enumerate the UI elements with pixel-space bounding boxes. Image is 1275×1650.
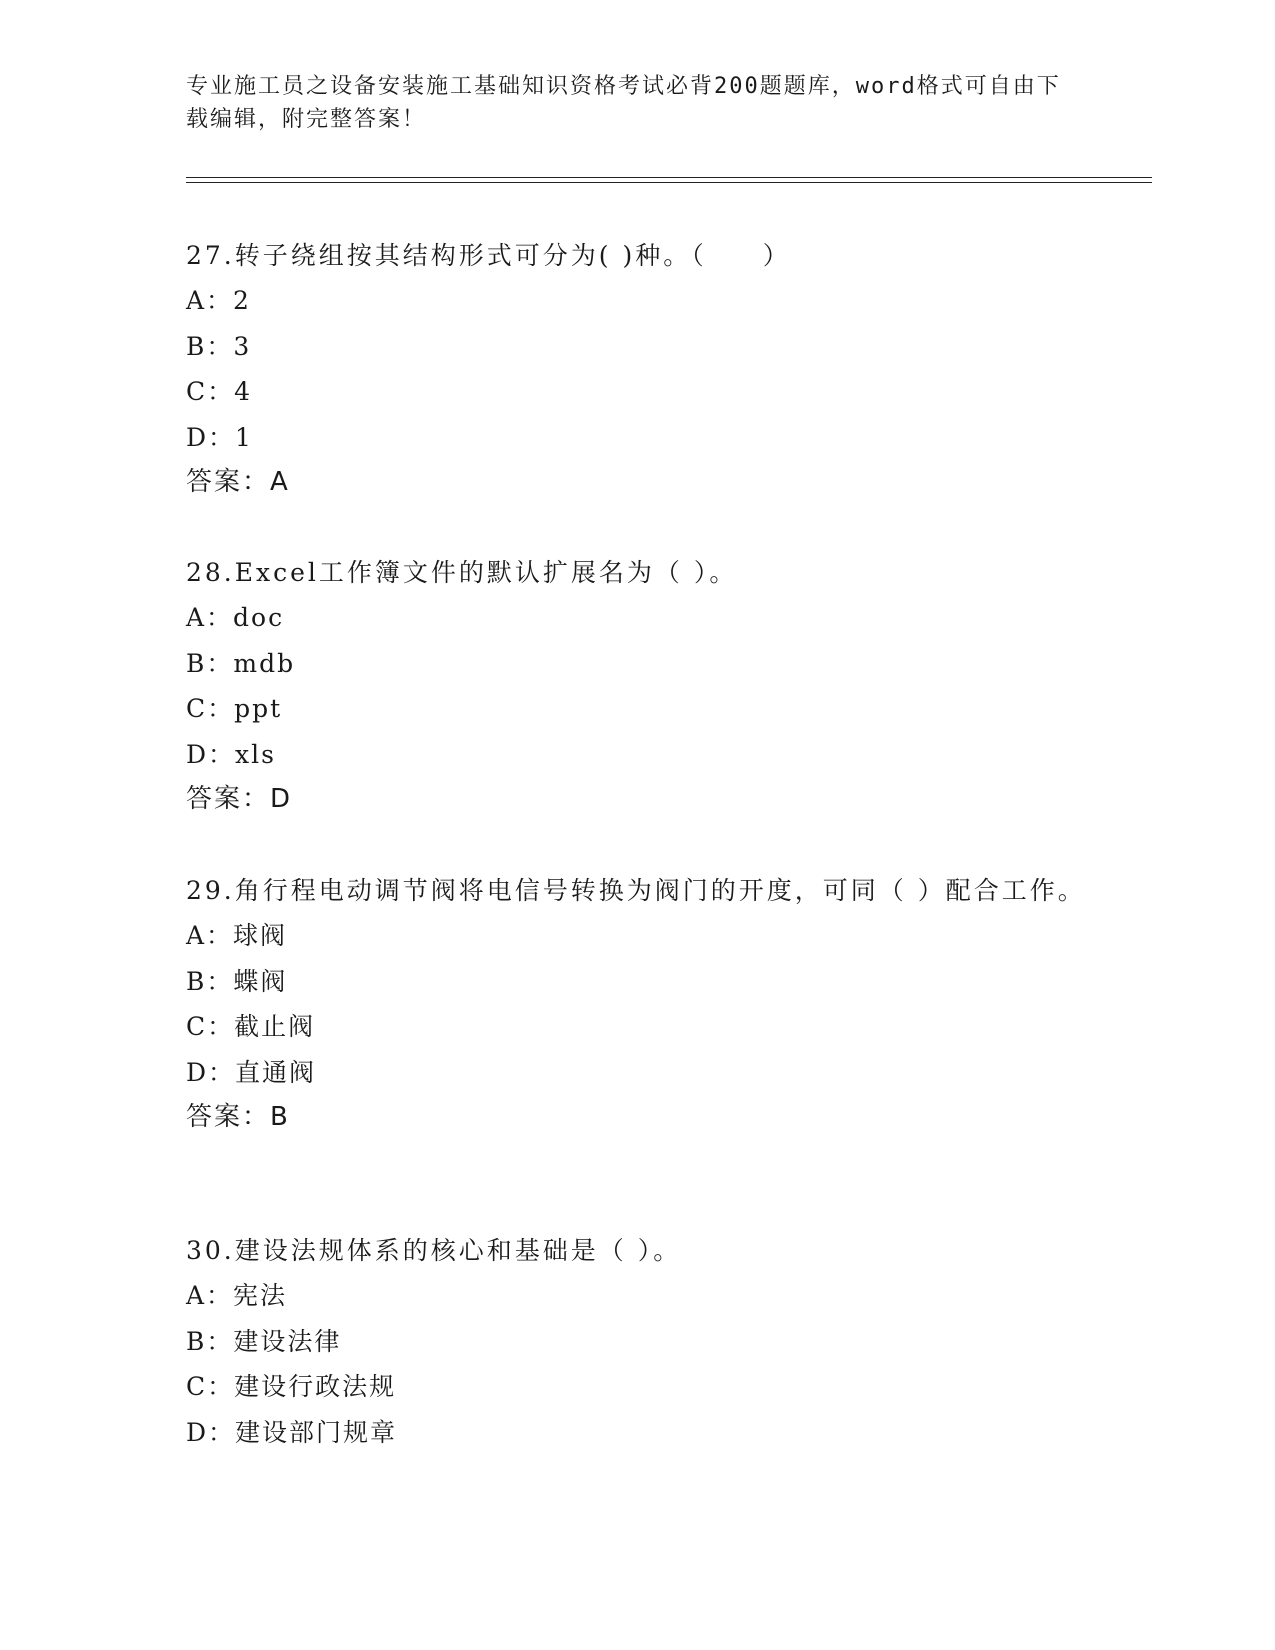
question-29 (186, 868, 1086, 1140)
answer-text: 答案：B (186, 1102, 290, 1132)
option-c: C：4 (186, 377, 253, 406)
answer-text: 答案：D (186, 784, 293, 814)
question-stem: 28.Excel工作簿文件的默认扩展名为（ ）。 (186, 558, 738, 587)
question-stem: 30.建设法规体系的核心和基础是（ ）。 (186, 1236, 682, 1265)
option-d: D：直通阀 (186, 1057, 317, 1087)
option-c: C：建设行政法规 (186, 1372, 397, 1401)
question-27 (186, 233, 1086, 505)
option-b: B：蝶阀 (186, 966, 288, 996)
option-b: B：建设法律 (186, 1326, 342, 1356)
question-stem: 27.转子绕组按其结构形式可分为( )种。（ ） (186, 241, 791, 270)
question-stem: 29.角行程电动调节阀将电信号转换为阀门的开度，可同（ ）配合工作。 (186, 876, 1086, 905)
option-b: B：mdb (186, 648, 296, 678)
option-d: D：xls (186, 739, 276, 769)
option-a: A：球阀 (186, 921, 288, 950)
question-30 (186, 1228, 1086, 1455)
option-a: A：2 (186, 286, 251, 315)
document-header: 专业施工员之设备安装施工基础知识资格考试必背200题题库，word格式可自由下载编辑，附完整答案！ (186, 74, 1061, 132)
header-divider-top (186, 177, 1152, 178)
option-d: D：1 (186, 422, 253, 452)
option-a: A：doc (186, 603, 285, 632)
question-28 (186, 550, 1086, 822)
option-c: C：ppt (186, 694, 283, 723)
option-d: D：建设部门规章 (186, 1417, 398, 1447)
option-c: C：截止阀 (186, 1012, 316, 1041)
option-b: B：3 (186, 331, 252, 361)
answer-text: 答案：A (186, 467, 290, 497)
header-divider-bottom (186, 182, 1152, 183)
option-a: A：宪法 (186, 1281, 288, 1310)
